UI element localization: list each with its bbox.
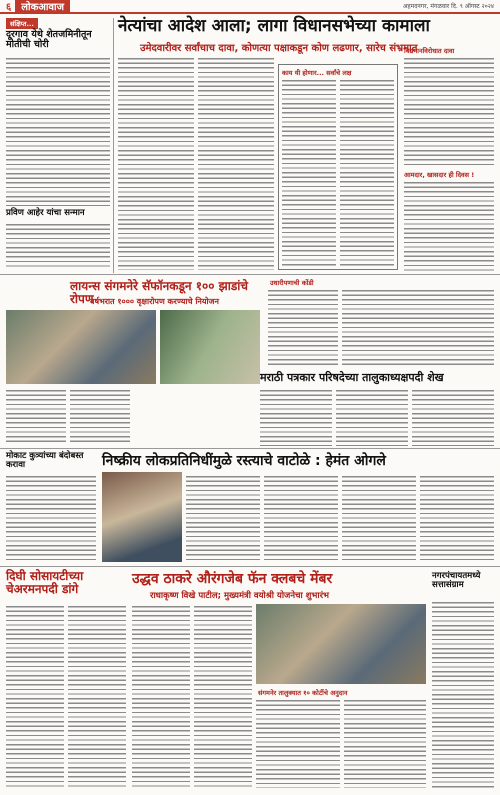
ogale-photo	[102, 472, 182, 562]
lions-subhead: वर्षभरात १००० वृक्षारोपण करण्याचे नियोजन	[90, 297, 219, 306]
left-article-1	[6, 56, 110, 206]
right-tag: आमदार, खासदार ही दिवस !	[404, 171, 475, 179]
right-article-2	[404, 180, 494, 272]
left-headline-2: प्रविण आहेर यांचा सन्मान	[6, 208, 85, 218]
ogale-text-3	[342, 474, 416, 562]
thackeray-subhead: राधाकृष्ण विखे पाटील; मुख्यमंत्री वयोश्री योजनेचा शुभारंभ	[150, 591, 330, 601]
ogale-text-1	[186, 474, 260, 562]
journalist-text-3	[412, 388, 494, 446]
ogale-text-2	[264, 474, 338, 562]
journalist-text-1	[260, 388, 332, 446]
dighi-text-1	[6, 604, 64, 788]
lead-box-text-b	[340, 78, 394, 268]
thackeray-photo	[256, 604, 426, 684]
lead-box-heading: काय यी होणार... सर्वांचे लक्ष	[282, 69, 352, 77]
right-article-1	[404, 56, 494, 168]
side-bottom-headline: नगरपंचायतमध्ये सत्तासंग्राम	[432, 571, 481, 590]
brand-logo: लोकआवाज	[15, 0, 70, 13]
lions-text-2	[70, 388, 130, 444]
side-bottom-text	[432, 600, 494, 788]
lions-headline: लायन्स संगमनेरे सॅफॉनकडून १०० झाडांचे रोपण	[70, 279, 248, 306]
lead-subhead: उमेदवारीवर सर्वांचाच दावा, कोणत्या पक्षाकडून कोण लढणार, सारेच संभ्रमात	[140, 43, 418, 54]
thackeray-headline: उद्धव ठाकरे औरंगजेब फॅन क्लबचे मेंबर	[132, 571, 333, 587]
lions-photo-1	[6, 310, 156, 384]
thackeray-caption: संगमनेर तालुक्यात १० कोटींचे अनुदान	[258, 689, 348, 697]
lead-column-2	[198, 56, 274, 270]
thackeray-text-2	[194, 604, 252, 788]
right-mid-article	[342, 288, 494, 368]
ogale-text-4	[420, 474, 494, 562]
thackeray-text-1	[132, 604, 190, 788]
cattle-text	[6, 474, 96, 562]
page-number: ६	[6, 2, 12, 13]
lions-text-1	[6, 388, 66, 444]
thackeray-text-4	[344, 698, 426, 788]
cattle-headline: मोकाट कुत्र्यांच्या बंदोबस्त करावा	[6, 451, 84, 470]
ogale-headline: निष्क्रीय लोकप्रतिनिधींमुळे रस्त्याचे वाटोळे : हेमंत ओगले	[102, 453, 386, 469]
journalist-text-2	[336, 388, 408, 446]
dighi-headline: दिघी सोसायटीच्या चेअरमनपदी डांगे	[6, 569, 84, 596]
lead-headline: नेत्यांचा आदेश आला; लागा विधानसभेच्या कामाला	[118, 16, 430, 36]
brief-label: संक्षिप्त...	[6, 18, 38, 29]
issue-date: अहमदनगर, मंगळवार दि. ९ ऑगस्ट २०२४	[402, 3, 494, 10]
lead-column-1	[118, 56, 194, 270]
lions-photo-2	[160, 310, 260, 384]
lead-box-text-a	[282, 78, 336, 268]
right-box-heading: विद्यमानविरोधात दावा	[404, 47, 455, 55]
masthead	[0, 0, 500, 14]
thackeray-text-3	[256, 698, 340, 788]
mid-article	[268, 288, 338, 368]
dighi-text-2	[68, 604, 126, 788]
left-headline-1: दूरगाव येथे शेतजमिनीतून मोतीची चोरी	[6, 29, 92, 50]
journalist-headline: मराठी पत्रकार परिषदेच्या तालुकाध्यक्षपदी शेख	[260, 371, 444, 384]
left-article-2	[6, 222, 110, 270]
mid-small-head: उधारीपणाची कोंडी	[270, 279, 314, 287]
